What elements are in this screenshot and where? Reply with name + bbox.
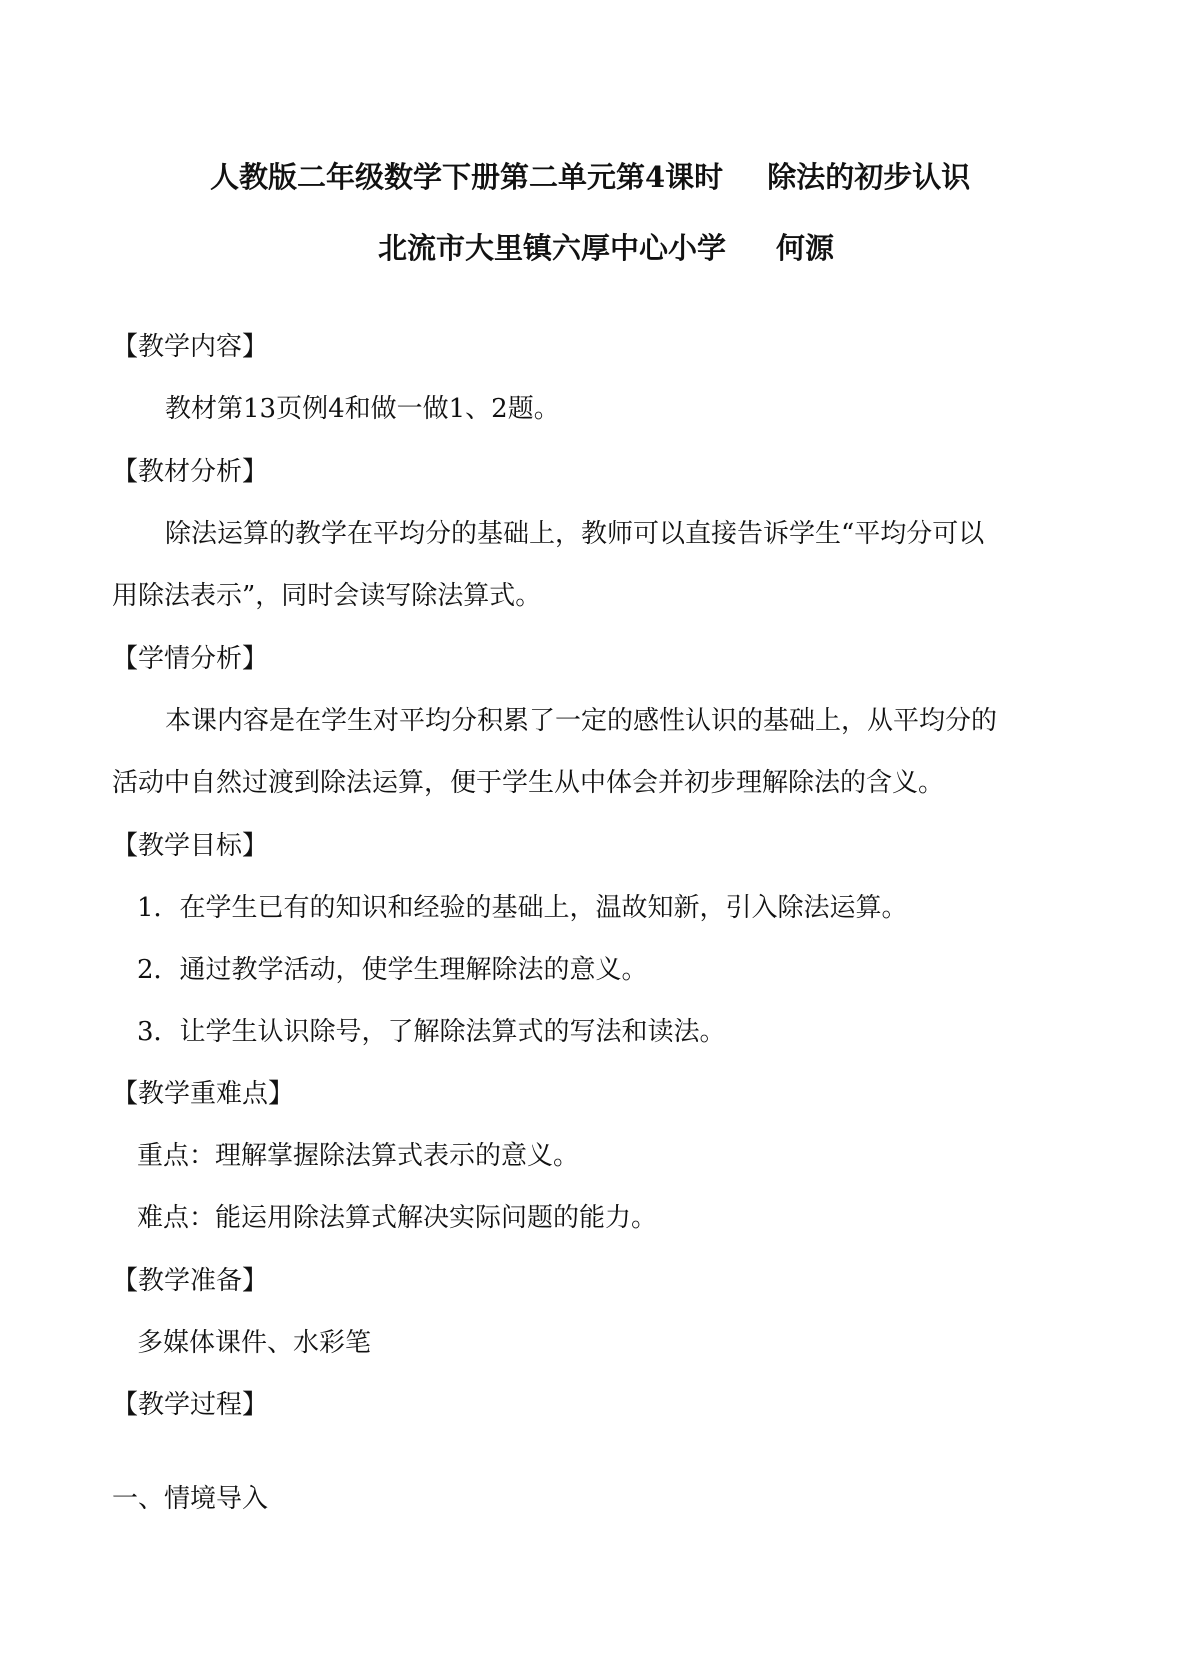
heading-material: 【教材分析】 <box>112 457 269 487</box>
process-step-1: 一、情境导入 <box>112 1484 269 1514</box>
heading-process: 【教学过程】 <box>112 1390 269 1420</box>
heading-keypoints: 【教学重难点】 <box>112 1079 295 1109</box>
difficult-point: 难点：能运用除法算式解决实际问题的能力。 <box>137 1203 658 1233</box>
heading-goals: 【教学目标】 <box>112 831 269 861</box>
preparation-text: 多媒体课件、水彩笔 <box>137 1328 372 1358</box>
material-line-1: 除法运算的教学在平均分的基础上，教师可以直接告诉学生“平均分可以 <box>165 519 985 549</box>
material-line-2: 用除法表示”，同时会读写除法算式。 <box>112 581 542 611</box>
heading-students: 【学情分析】 <box>112 644 269 674</box>
author-name: 何源 <box>776 231 835 265</box>
school-name: 北流市大里镇六厚中心小学 <box>378 231 727 265</box>
document-title <box>210 158 970 196</box>
heading-content: 【教学内容】 <box>112 332 269 362</box>
key-point: 重点：理解掌握除法算式表示的意义。 <box>137 1141 580 1171</box>
goal-item-1: 1．在学生已有的知识和经验的基础上，温故知新，引入除法运算。 <box>137 893 908 923</box>
title-lesson: 人教版二年级数学下册第二单元第4课时 <box>210 160 724 194</box>
goal-item-2: 2．通过教学活动，使学生理解除法的意义。 <box>137 955 648 985</box>
heading-preparation: 【教学准备】 <box>112 1266 269 1296</box>
students-line-2: 活动中自然过渡到除法运算，便于学生从中体会并初步理解除法的含义。 <box>112 768 945 798</box>
title-topic: 除法的初步认识 <box>767 160 971 194</box>
author-line <box>378 229 834 267</box>
content-text: 教材第13页例4和做一做1、2题。 <box>165 394 560 424</box>
goal-item-3: 3．让学生认识除号，了解除法算式的写法和读法。 <box>137 1017 726 1047</box>
students-line-1: 本课内容是在学生对平均分积累了一定的感性认识的基础上，从平均分的 <box>165 706 998 736</box>
